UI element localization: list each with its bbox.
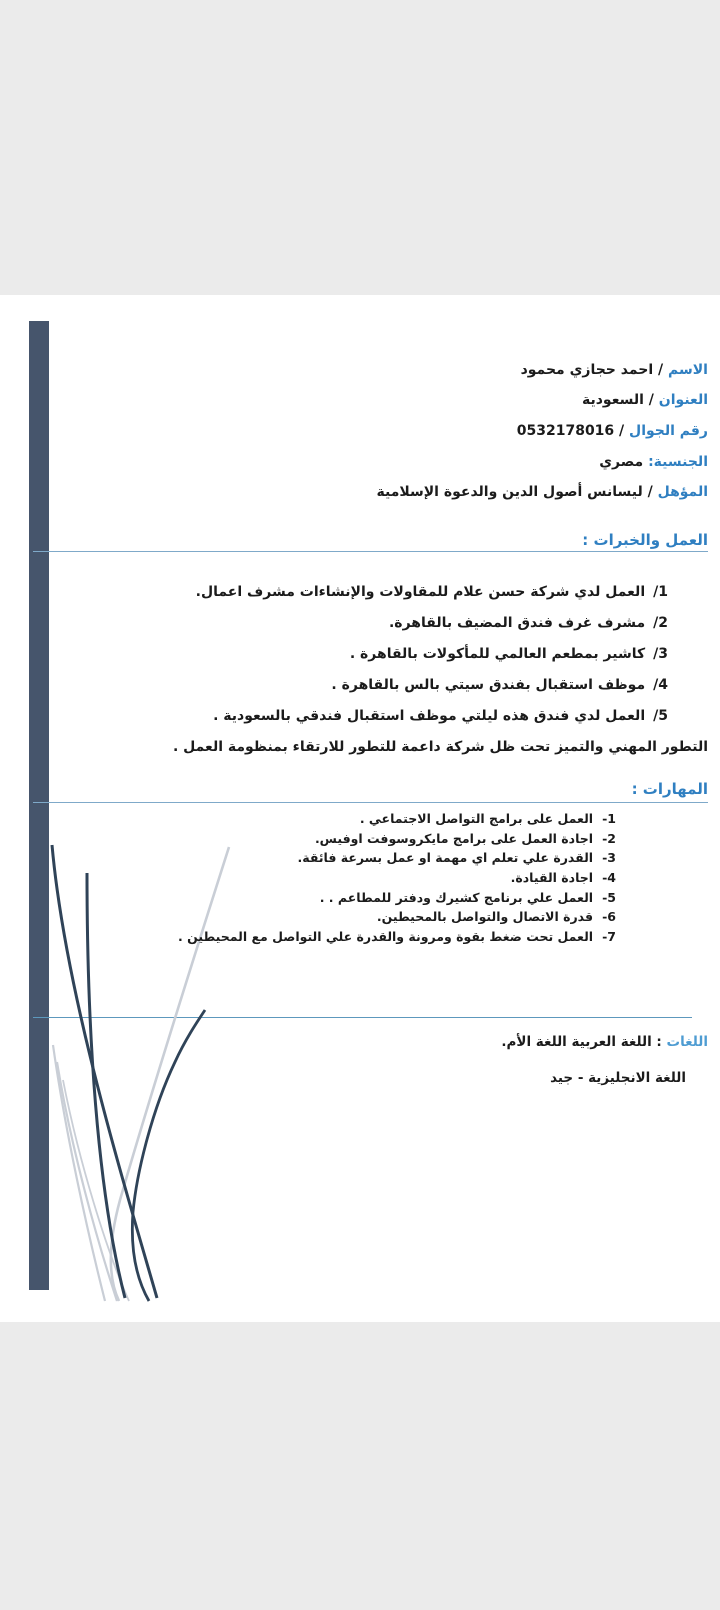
skill-item-2-text: اجادة العمل على برامج مايكروسوفت اوفيس. (314, 831, 594, 846)
nationality-label: الجنسية: (648, 454, 708, 470)
skill-item-3-text: القدرة علي تعلم اي مهمة او عمل بسرعة فائقة. (297, 850, 594, 865)
name-value: احمد حجازي محمود (520, 362, 654, 378)
skill-item-7-number: 7- (602, 929, 616, 944)
personal-qualification-row (376, 484, 708, 501)
languages-row (501, 1034, 708, 1051)
name-label: الاسم (668, 362, 708, 378)
name-separator: / (653, 362, 669, 378)
resume-page (0, 295, 720, 1322)
personal-name-row (521, 362, 708, 379)
skill-item-5-text: العمل علي برنامج كشيرك ودفتر للمطاعم . . (319, 890, 594, 905)
address-label: العنوان (658, 392, 708, 408)
skill-item-5-number: 5- (602, 890, 616, 905)
skill-item-1-number: 1- (602, 811, 616, 826)
experience-item-3-number: 3/ (653, 646, 668, 662)
skill-item-5 (320, 890, 616, 905)
skill-item-4-text: اجادة القيادة. (510, 870, 594, 885)
skill-item-1-text: العمل على برامج التواصل الاجتماعي . (359, 811, 594, 826)
experience-note: التطور المهني والتميز تحت ظل شركة داعمة للتطور للارتقاء بمنظومة العمل . (172, 739, 708, 755)
personal-phone-row (517, 423, 708, 440)
experience-item-2-number: 2/ (653, 615, 668, 631)
phone-separator: / (614, 423, 630, 439)
personal-address-row (582, 392, 708, 409)
skill-item-2-number: 2- (602, 831, 616, 846)
swoosh-dark-curve-3 (132, 1010, 205, 1301)
native-language-value: اللغة العربية اللغة الأم. (501, 1034, 652, 1050)
experience-item-1-number: 1/ (653, 584, 668, 600)
experience-item-4 (331, 677, 668, 694)
qualification-value: ليسانس أصول الدين والدعوة الإسلامية (376, 484, 643, 500)
skill-item-4 (511, 870, 616, 885)
experience-item-4-number: 4/ (653, 677, 668, 693)
languages-separator: : (651, 1034, 667, 1050)
experience-item-5-number: 5/ (653, 708, 668, 724)
qualification-separator: / (642, 484, 658, 500)
experience-item-5-text: العمل لدي فندق هذه ليلتي موظف استقبال فندقي بالسعودية . (213, 708, 646, 724)
experience-item-3-text: كاشير بمطعم العالمي للمأكولات بالقاهرة . (349, 646, 646, 662)
swoosh-dark-curve-1 (52, 845, 157, 1298)
skills-heading-rule (33, 802, 708, 803)
skill-item-4-number: 4- (602, 870, 616, 885)
skill-item-7-text: العمل تحت ضغط بقوة ومرونة والقدرة علي التواصل مع المحيطين . (178, 929, 594, 944)
experience-section-heading: العمل والخبرات : (582, 531, 708, 549)
experience-item-1 (196, 584, 668, 601)
experience-item-1-text: العمل لدي شركة حسن علام للمقاولات والإنشاءات مشرف اعمال. (195, 584, 646, 600)
address-value: السعودية (582, 392, 644, 408)
experience-item-5 (213, 708, 668, 725)
swoosh-dark-curve-2 (87, 873, 125, 1298)
phone-value: 0532178016 (516, 423, 615, 439)
experience-item-4-text: موظف استقبال بفندق سيتي بالس بالقاهرة . (331, 677, 646, 693)
experience-heading-rule (33, 551, 708, 552)
languages-label: اللغات (666, 1034, 708, 1050)
skills-section-heading: المهارات : (631, 780, 708, 798)
experience-item-2 (389, 615, 668, 632)
second-language-row: اللغة الانجليزية - جيد (550, 1070, 686, 1086)
skill-item-7 (178, 929, 616, 944)
skill-item-6-number: 6- (602, 909, 616, 924)
skill-item-1 (360, 811, 616, 826)
skill-item-6-text: قدرة الاتصال والتواصل بالمحيطين. (376, 909, 594, 924)
skill-item-3-number: 3- (602, 850, 616, 865)
skill-item-2 (315, 831, 616, 846)
qualification-label: المؤهل (657, 484, 708, 500)
decorative-swoosh-lines (25, 840, 255, 1302)
nationality-value: مصري (599, 454, 644, 470)
phone-label: رقم الجوال (629, 423, 708, 439)
address-separator: / (643, 392, 659, 408)
skill-item-6 (377, 909, 616, 924)
skill-item-3 (298, 850, 616, 865)
experience-item-2-text: مشرف غرف فندق المضيف بالقاهرة. (388, 615, 646, 631)
personal-nationality-row (599, 454, 708, 471)
experience-item-3 (350, 646, 668, 663)
